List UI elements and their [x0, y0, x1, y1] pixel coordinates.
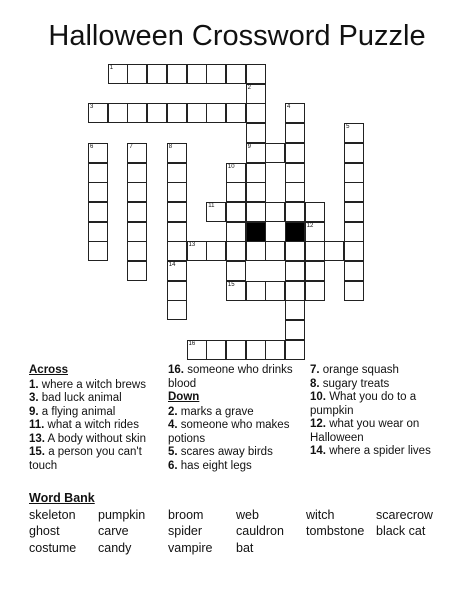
clue-item-text: where a witch brews — [38, 378, 146, 391]
crossword-cell[interactable] — [187, 103, 207, 123]
crossword-cell[interactable] — [226, 222, 246, 242]
clue-number: 11 — [208, 202, 215, 209]
crossword-cell[interactable] — [226, 163, 246, 183]
clue-item-number: 1. — [29, 378, 39, 391]
crossword-cell[interactable] — [285, 182, 305, 202]
crossword-cell[interactable] — [246, 241, 266, 261]
clue-item — [29, 379, 164, 393]
clue-item — [310, 364, 450, 378]
word-bank-word: spider — [168, 524, 203, 538]
clue-item-number: 4. — [168, 419, 178, 431]
clue-number: 2 — [247, 84, 251, 91]
crossword-cell[interactable] — [344, 281, 364, 301]
crossword-cell[interactable] — [285, 300, 305, 320]
crossword-cell[interactable] — [127, 163, 147, 183]
word-bank-word: scarecrow — [376, 508, 433, 522]
clue-item — [310, 445, 450, 459]
clue-number: 9 — [247, 143, 251, 150]
crossword-cell[interactable] — [305, 202, 325, 222]
crossword-cell[interactable] — [206, 64, 226, 84]
word-bank-word: broom — [168, 508, 204, 522]
clue-item-number: 9. — [29, 405, 39, 418]
crossword-cell[interactable] — [88, 241, 108, 261]
crossword-cell[interactable] — [285, 163, 305, 183]
crossword-cell[interactable] — [265, 241, 285, 261]
crossword-blocked-cell — [285, 222, 305, 242]
crossword-cell[interactable] — [226, 261, 246, 281]
clue-item-text: sugary treats — [319, 377, 390, 390]
crossword-cell[interactable] — [167, 202, 187, 222]
clue-item-text: has eight legs — [177, 459, 252, 472]
crossword-cell[interactable] — [167, 143, 187, 163]
word-bank-title: Word Bank — [29, 491, 95, 505]
crossword-cell[interactable] — [285, 202, 305, 222]
word-bank-word: pumpkin — [98, 508, 146, 522]
crossword-cell[interactable] — [187, 241, 207, 261]
across-header: Across — [29, 364, 68, 376]
clue-item-text: what you wear on Halloween — [310, 418, 420, 444]
clue-item-text: scares away birds — [177, 446, 273, 458]
clue-number: 7 — [129, 143, 133, 150]
crossword-cell[interactable] — [344, 261, 364, 281]
puzzle-title: Halloween Crossword Puzzle — [48, 20, 426, 52]
clue-number: 3 — [90, 104, 94, 111]
crossword-cell[interactable] — [167, 103, 187, 123]
clue-item — [168, 406, 300, 420]
crossword-cell[interactable] — [285, 261, 305, 281]
clue-item — [168, 364, 300, 391]
crossword-cell[interactable] — [187, 340, 207, 360]
clue-item-text: A body without skin — [45, 432, 147, 445]
clue-item — [168, 446, 300, 460]
crossword-cell[interactable] — [206, 340, 226, 360]
across-clue-list — [29, 379, 164, 474]
crossword-cell[interactable] — [127, 222, 147, 242]
across-clue-list-continued — [168, 364, 300, 391]
clue-item-number: 10. — [310, 391, 326, 403]
clue-item — [29, 406, 164, 420]
word-bank-word: vampire — [168, 541, 213, 555]
clue-number: 16 — [188, 340, 196, 347]
word-bank-word: cauldron — [236, 524, 284, 538]
crossword-cell[interactable] — [127, 261, 147, 281]
down-header: Down — [168, 391, 200, 403]
clue-item — [29, 446, 164, 473]
crossword-cell[interactable] — [147, 64, 167, 84]
crossword-cell[interactable] — [305, 281, 325, 301]
crossword-cell[interactable] — [344, 222, 364, 242]
crossword-cell[interactable] — [285, 320, 305, 340]
crossword-cell[interactable] — [88, 182, 108, 202]
clue-item-text: a person you can't touch — [29, 446, 142, 472]
clue-number: 5 — [346, 124, 350, 131]
crossword-cell[interactable] — [88, 222, 108, 242]
crossword-cell[interactable] — [206, 241, 226, 261]
clue-item-text: someone who drinks blood — [168, 364, 293, 390]
crossword-cell[interactable] — [246, 281, 266, 301]
crossword-cell[interactable] — [226, 340, 246, 360]
crossword-cell[interactable] — [265, 281, 285, 301]
crossword-cell[interactable] — [305, 241, 325, 261]
crossword-cell[interactable] — [187, 64, 207, 84]
crossword-cell[interactable] — [127, 182, 147, 202]
clue-number: 10 — [227, 163, 235, 170]
crossword-cell[interactable] — [226, 64, 246, 84]
word-bank-word: bat — [236, 541, 254, 555]
crossword-cell[interactable] — [167, 64, 187, 84]
crossword-cell[interactable] — [285, 241, 305, 261]
crossword-cell[interactable] — [246, 340, 266, 360]
crossword-cell[interactable] — [246, 84, 266, 104]
word-bank-word: skeleton — [29, 508, 76, 522]
clue-item — [168, 460, 300, 474]
crossword-cell[interactable] — [88, 103, 108, 123]
clue-item-number: 5. — [168, 446, 178, 458]
clue-item-text: orange squash — [319, 364, 399, 376]
clue-item — [29, 392, 164, 406]
crossword-cell[interactable] — [167, 182, 187, 202]
crossword-cell[interactable] — [265, 340, 285, 360]
clue-item-number: 15. — [29, 446, 45, 458]
word-bank-word: web — [236, 508, 259, 522]
clue-item-text: bad luck animal — [38, 392, 122, 404]
crossword-cell[interactable] — [127, 143, 147, 163]
clue-item-number: 12. — [310, 418, 326, 430]
word-bank-word: candy — [98, 541, 132, 555]
crossword-cell[interactable] — [127, 202, 147, 222]
clue-item-text: where a spider lives — [326, 445, 431, 457]
crossword-cell[interactable] — [344, 241, 364, 261]
crossword-cell[interactable] — [344, 143, 364, 163]
crossword-cell[interactable] — [246, 123, 266, 143]
clue-item-number: 13. — [29, 432, 45, 445]
clues-column-2 — [168, 364, 300, 473]
crossword-cell[interactable] — [285, 340, 305, 360]
crossword-cell[interactable] — [167, 300, 187, 320]
clue-item-number: 3. — [29, 392, 39, 404]
clue-number: 6 — [90, 143, 94, 150]
crossword-cell[interactable] — [147, 103, 167, 123]
clue-item-text: marks a grave — [177, 405, 254, 418]
clues-column-1 — [29, 364, 164, 473]
word-bank-word: witch — [306, 508, 335, 522]
crossword-cell[interactable] — [246, 143, 266, 163]
crossword-cell[interactable] — [344, 163, 364, 183]
clue-item-number: 16. — [168, 364, 184, 376]
clue-number: 1 — [109, 65, 114, 71]
clue-number: 13 — [188, 242, 196, 249]
clue-item-number: 11. — [29, 419, 45, 431]
crossword-cell[interactable] — [127, 64, 147, 84]
word-bank-word: ghost — [29, 524, 60, 538]
clue-item — [29, 419, 164, 433]
clues-column-3 — [310, 364, 450, 459]
crossword-cell[interactable] — [88, 143, 108, 163]
word-bank-word: carve — [98, 524, 129, 538]
word-bank-word: black cat — [376, 524, 426, 538]
crossword-cell[interactable] — [305, 222, 325, 242]
word-bank-word: tombstone — [306, 524, 365, 538]
clue-item-text: someone who makes potions — [168, 419, 290, 445]
clue-item-number: 8. — [310, 377, 320, 390]
crossword-cell[interactable] — [246, 103, 266, 123]
crossword-cell[interactable] — [344, 182, 364, 202]
clue-number: 14 — [168, 262, 176, 268]
crossword-cell[interactable] — [108, 103, 128, 123]
clue-item-text: what a witch rides — [44, 419, 139, 431]
crossword-cell[interactable] — [285, 123, 305, 143]
crossword-cell[interactable] — [167, 222, 187, 242]
crossword-cell[interactable] — [285, 103, 305, 123]
crossword-cell[interactable] — [246, 163, 266, 183]
clue-item-text: a flying animal — [38, 405, 116, 418]
crossword-cell[interactable] — [285, 281, 305, 301]
clue-item — [168, 419, 300, 446]
crossword-cell[interactable] — [206, 202, 226, 222]
clue-item-number: 6. — [168, 459, 178, 472]
down-clue-list — [168, 406, 300, 474]
clue-item-text: What you do to a pumpkin — [310, 391, 417, 417]
clue-number: 12 — [306, 222, 314, 229]
crossword-cell[interactable] — [344, 123, 364, 143]
crossword-cell[interactable] — [127, 103, 147, 123]
clue-number: 15 — [227, 281, 235, 288]
word-bank-word: costume — [29, 541, 77, 555]
clue-item — [310, 391, 450, 418]
crossword-cell[interactable] — [285, 143, 305, 163]
crossword-cell[interactable] — [127, 241, 147, 261]
crossword-cell[interactable] — [246, 202, 266, 222]
clue-item — [310, 418, 450, 445]
crossword-cell[interactable] — [226, 182, 246, 202]
crossword-cell[interactable] — [226, 281, 246, 301]
crossword-cell[interactable] — [88, 163, 108, 183]
crossword-blocked-cell — [246, 222, 266, 242]
crossword-cell[interactable] — [88, 202, 108, 222]
clue-item-number: 14. — [310, 445, 326, 457]
crossword-cell[interactable] — [167, 241, 187, 261]
crossword-cell[interactable] — [167, 261, 187, 281]
crossword-cell[interactable] — [324, 241, 344, 261]
clue-item-number: 7. — [310, 364, 320, 376]
down-clue-list-continued — [310, 364, 450, 459]
crossword-cell[interactable] — [167, 281, 187, 301]
clue-number: 4 — [287, 104, 291, 111]
clue-item-number: 2. — [168, 405, 178, 418]
crossword-cell[interactable] — [226, 241, 246, 261]
clue-number: 8 — [168, 143, 173, 150]
clue-item — [310, 378, 450, 392]
crossword-cell[interactable] — [344, 202, 364, 222]
crossword-cell[interactable] — [265, 202, 285, 222]
crossword-cell[interactable] — [108, 64, 128, 84]
crossword-cell[interactable] — [226, 202, 246, 222]
crossword-cell[interactable] — [305, 261, 325, 281]
crossword-cell[interactable] — [206, 103, 226, 123]
crossword-cell[interactable] — [246, 182, 266, 202]
crossword-cell[interactable] — [226, 103, 246, 123]
crossword-cell[interactable] — [265, 143, 285, 163]
crossword-cell[interactable] — [167, 163, 187, 183]
crossword-cell[interactable] — [246, 64, 266, 84]
clue-item — [29, 433, 164, 447]
